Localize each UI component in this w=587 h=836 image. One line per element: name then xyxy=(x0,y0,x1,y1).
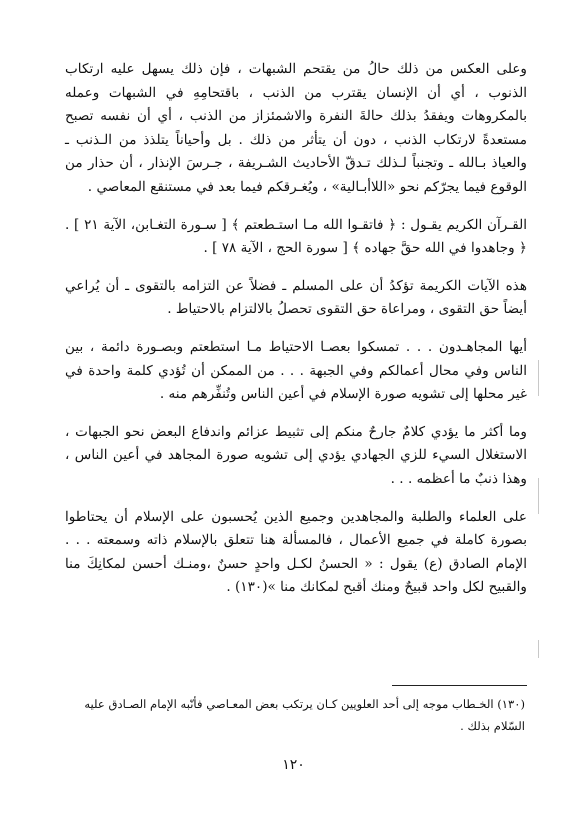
footnote-divider xyxy=(392,685,527,686)
paragraph-taqwa: هذه الآيات الكريمة تؤكدُ أن على المسلم ـ فضلاً عن التزامه بالتقوى ـ أن يُراعي أيضاً حق التقوى ، ومراعاة حق التقوى تحصلُ بالالتزام بالاحتياط . xyxy=(65,277,527,318)
paragraph-imam-sadiq: على العلماء والطلبة والمجاهدين وجميع الذين يُحسبون على الإسلام أن يحتاطوا بصورة كاملة في جميع الأعمال ، فالمسألة هنا تتعلق بالإسلام ذاته وسمعته . . . الإمام الصادق (ع) يقول : « الحسنُ لكـل واحدٍ حسنٌ ،ومنـك أحسن لمكانِكَ منا والقبيح لكل واحد قبيحٌ ومنك أقبح لمكانك منا »(١٣٠) . xyxy=(65,508,527,596)
footnote: (١٣٠) الخـطاب موجه إلى أحد العلويين كـان يرتكب بعض المعـاصي فأنّبه الإمام الصـادق عليه السّلام بذلك . xyxy=(84,697,525,733)
paragraph-shubuhat: وعلى العكس من ذلك حالُ من يقتحم الشبهات ، فإن ذلك يسهل عليه ارتكاب الذنوب ، أي أن الإنسان يقترب من الذنب ، باقتحامِهِ في الشبهات وعمله بالمكروهات ويفقدُ بذلك حالةَ النفرة والاشمئزاز من الذنب ، أي أن نفسه تصبح مستعدةً لارتكاب الذنب ، دون أن يتأثر من ذلك . بل وأحياناً يتلذذ من الـذنب ـ والعياذ بـالله ـ وتجنباً لـذلك تـدقّ الأحاديث الشـريفة ، جـرسَ الإنذار ، أن حذار من الوقوع فيما يجرّكم نحو «اللاأبـالية» ، ويُغـرقكم فيما بعد في مستنقع المعاصي . xyxy=(65,61,527,195)
page-number: ١٢٠ xyxy=(282,757,305,773)
paragraph-harsh-words: وما أكثر ما يؤدي كلامٌ جارحٌ منكم إلى تثبيط عزائم واندفاع البعض نحو الجبهات ، الاستغلال السيء للزي الجهادي يؤدي إلى تشويه صورة المجاهد في أعين الناس ، وهذا ذنبٌ ما أعظمه . . . xyxy=(65,423,527,487)
margin-mark xyxy=(538,360,539,396)
paragraph-mujahidun: أيها المجاهـدون . . . تمسكوا بعصـا الاحتياط مـا استطعتم وبصـورة دائمة ، بين الناس وفي محال أعمالكم وفي الجبهة . . . من الممكن أن تُؤدي كلمة واحدة في غير محلها إلى تشويه صورة الإسلام في أعين الناس وتُنفِّرهم منه . xyxy=(65,338,527,403)
paragraph-quran-verses: القـرآن الكريم يقـول : ﴿ فاتقـوا الله مـا استـطعتم ﴾ [ سـورة التغـابن، الآية ٢١ ] . ﴿ وجاهدوا في الله حقَّ جهاده ﴾ [ سورة الحج ، الآية ٧٨ ] . xyxy=(65,216,527,257)
margin-mark xyxy=(538,478,539,514)
margin-mark xyxy=(538,640,539,658)
body-text xyxy=(65,58,527,600)
